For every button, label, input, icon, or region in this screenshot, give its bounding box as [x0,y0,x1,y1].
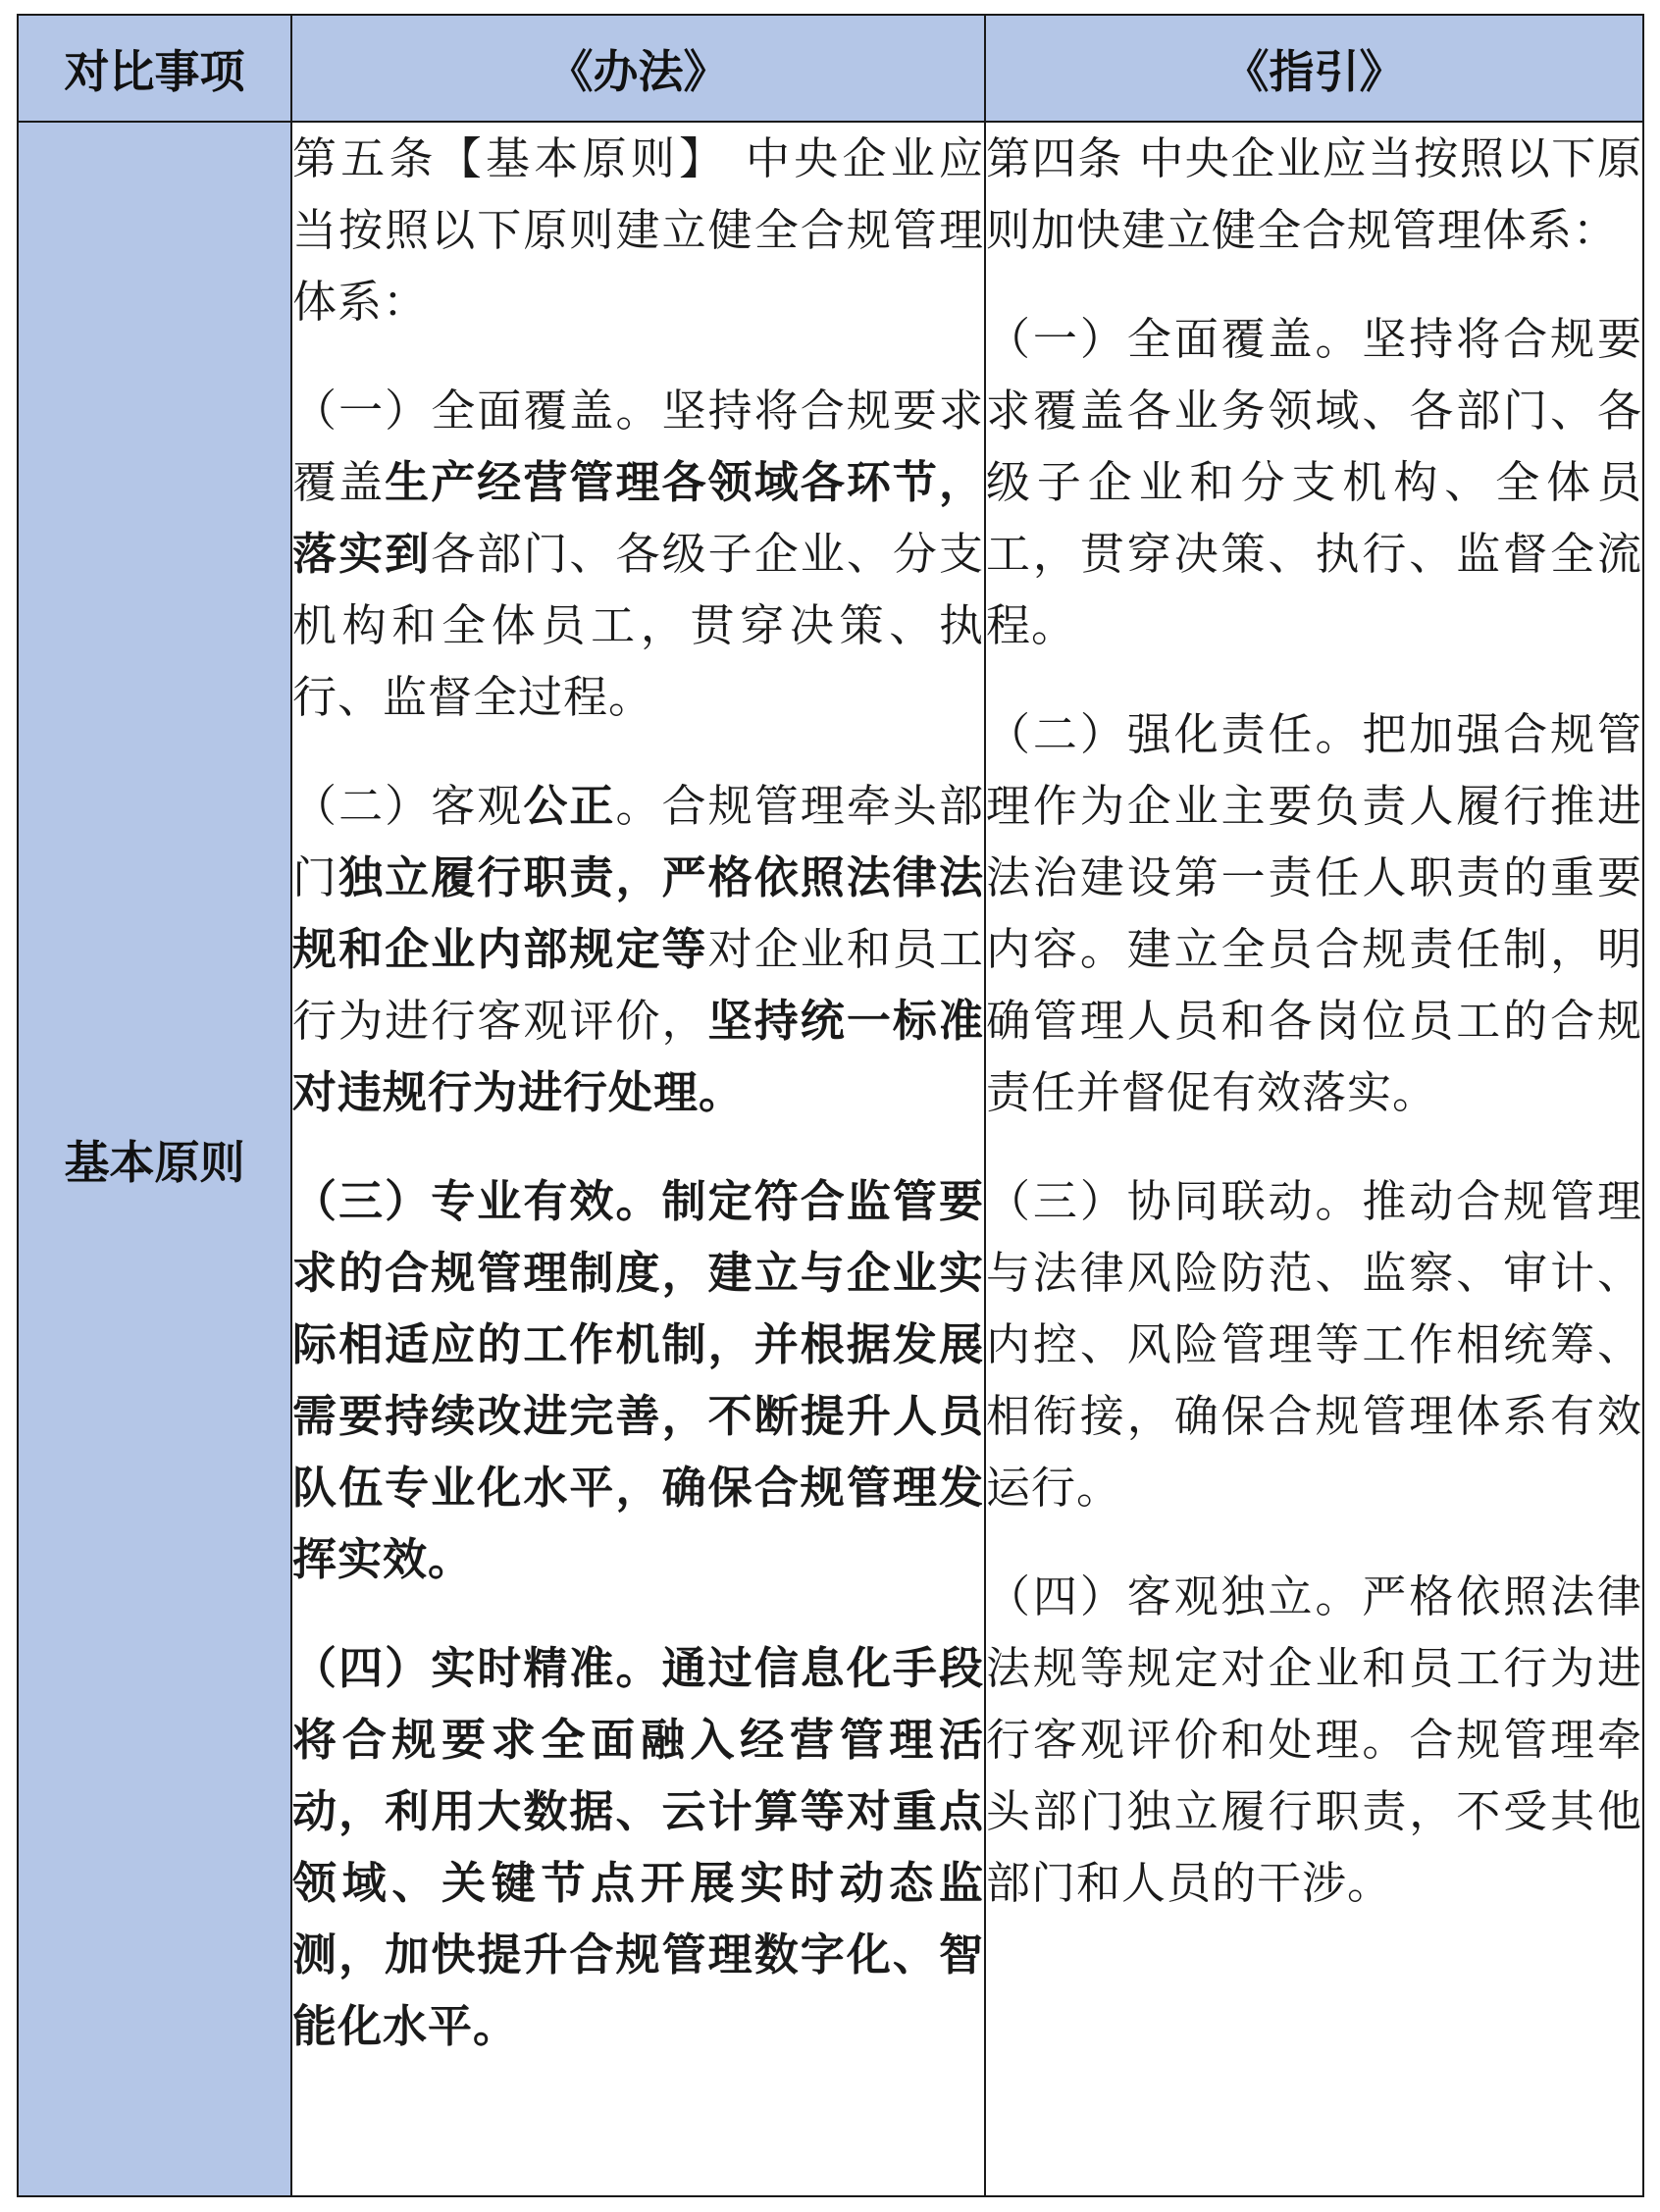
banfa-p1-text-c: 各部门、各级子企业、分支机构和全体员工，贯穿决策、执行、监督全过程。 [292,528,984,723]
banfa-principle-1 [292,375,984,733]
zhiyin-cell [985,122,1643,2196]
banfa-p2-bold-f: 坚持统一标准对违规行为进行处理。 [292,995,984,1118]
banfa-principle-3: （三）专业有效。制定符合监管要求的合规管理制度，建立与企业实际相适应的工作机制，并根据发展需要持续改进完善，不断提升人员队伍专业化水平，确保合规管理发挥实效。 [292,1175,984,1585]
banfa-p1-bold: 生产经营管理各领域各环节，落实到 [292,456,984,580]
banfa-p1-text-a: （一）全面覆盖。坚持将合规要求覆盖 [292,385,984,508]
banfa-p2-text-a: （二）客观 [292,780,524,832]
banfa-p2-bold-d: 独立履行职责，严格依照法律法规和企业内部规定等 [292,851,984,975]
banfa-article-5: 第五条【基本原则】 中央企业应当按照以下原则建立健全合规管理体系： [292,132,984,328]
banfa-p2-text-e: 对企业和员工行为进行客观评价， [292,923,984,1047]
basic-principles-row [18,122,1643,2196]
header-banfa: 《办法》 [291,15,985,122]
zhiyin-principle-4: （四）客观独立。严格依照法律法规等规定对企业和员工行为进行客观评价和处理。合规管理牵头部门独立履行职责，不受其他部门和人员的干涉。 [986,1570,1642,1909]
header-zhiyin: 《指引》 [985,15,1643,122]
banfa-principle-2 [292,770,984,1128]
zhiyin-principle-3: （三）协同联动。推动合规管理与法律风险防范、监察、审计、内控、风险管理等工作相统筹、相衔接，确保合规管理体系有效运行。 [986,1175,1642,1514]
banfa-p2-bold-b: 公正 [523,780,616,832]
banfa-principle-4: （四）实时精准。通过信息化手段将合规要求全面融入经营管理活动，利用大数据、云计算等对重点领域、关键节点开展实时动态监测，加快提升合规管理数字化、智能化水平。 [292,1642,984,2052]
zhiyin-principle-1: （一）全面覆盖。坚持将合规要求覆盖各业务领域、各部门、各级子企业和分支机构、全体员工，贯穿决策、执行、监督全流程。 [986,313,1642,651]
comparison-table [17,14,1644,2197]
banfa-p2-text-c: 。合规管理牵头部门 [292,780,984,903]
row-label-basic-principles: 基本原则 [18,122,291,2196]
banfa-cell [291,122,985,2196]
zhiyin-principle-2: （二）强化责任。把加强合规管理作为企业主要负责人履行推进法治建设第一责任人职责的重要内容。建立全员合规责任制，明确管理人员和各岗位员工的合规责任并督促有效落实。 [986,708,1642,1118]
header-row [18,15,1643,122]
header-comparison-item: 对比事项 [18,15,291,122]
zhiyin-article-4: 第四条 中央企业应当按照以下原则加快建立健全合规管理体系： [986,132,1642,256]
